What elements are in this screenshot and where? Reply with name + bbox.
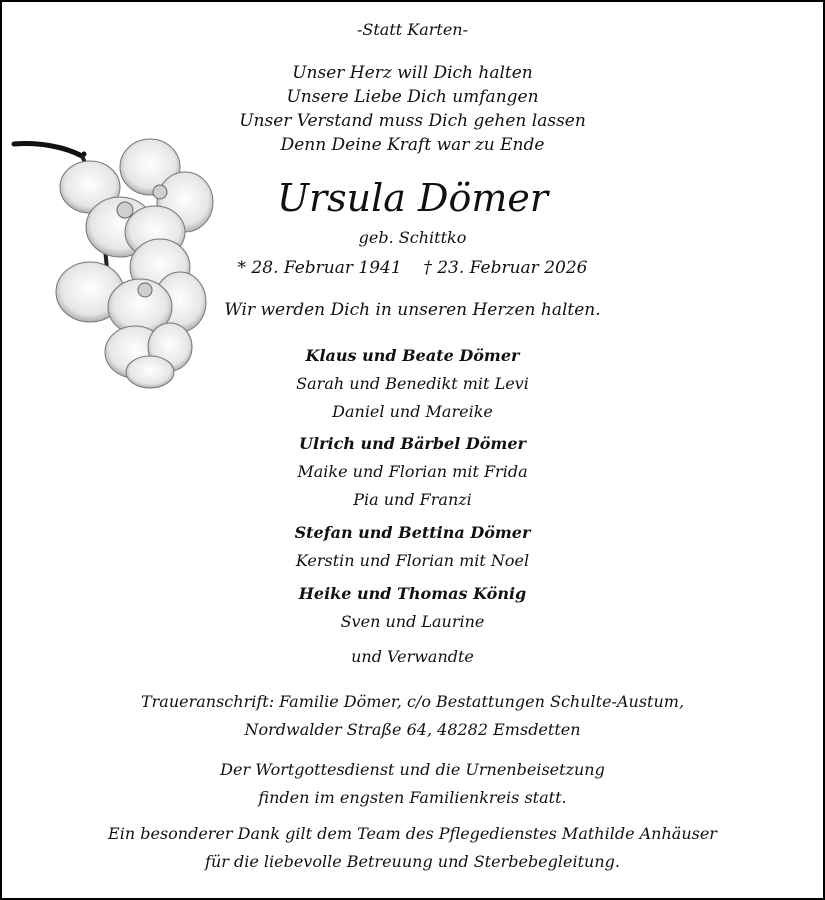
relatives-line: und Verwandte: [351, 647, 474, 666]
service-line-1: Der Wortgottesdienst und die Urnenbeisetzung: [220, 760, 605, 779]
poem-line-1: Unser Herz will Dich halten: [292, 63, 533, 83]
family-member: Sarah und Benedikt mit Levi: [296, 374, 529, 393]
thanks-line-1: Ein besonderer Dank gilt dem Team des Pflegedienstes Mathilde Anhäuser: [108, 824, 717, 843]
statt-karten-header: -Statt Karten-: [356, 20, 469, 39]
closing-line: Wir werden Dich in unseren Herzen halten.: [224, 300, 601, 320]
family-head-2: Ulrich und Bärbel Dömer: [299, 434, 526, 453]
family-head-4: Heike und Thomas König: [298, 584, 527, 603]
family-member: Daniel und Mareike: [332, 402, 493, 421]
poem-line-2: Unsere Liebe Dich umfangen: [286, 87, 539, 107]
poem-line-3: Unser Verstand muss Dich gehen lassen: [239, 111, 586, 131]
deceased-name: Ursula Dömer: [276, 176, 549, 220]
birth-name: geb. Schittko: [358, 228, 467, 247]
family-member: Sven und Laurine: [340, 612, 485, 631]
death-date: † 23. Februar 2026: [423, 258, 588, 278]
family-head-1: Klaus und Beate Dömer: [305, 346, 520, 365]
family-head-3: Stefan und Bettina Dömer: [294, 523, 531, 542]
family-member: Kerstin und Florian mit Noel: [295, 551, 530, 570]
address-line-2: Nordwalder Straße 64, 48282 Emsdetten: [244, 720, 581, 739]
address-line-1: Traueranschrift: Familie Dömer, c/o Bestattungen Schulte-Austum,: [140, 692, 685, 711]
thanks-line-2: für die liebevolle Betreuung und Sterbebegleitung.: [205, 852, 620, 871]
family-member: Pia und Franzi: [353, 490, 472, 509]
service-line-2: finden im engsten Familienkreis statt.: [258, 788, 567, 807]
life-dates: [2, 258, 823, 278]
poem-line-4: Denn Deine Kraft war zu Ende: [280, 135, 545, 155]
birth-date: * 28. Februar 1941: [237, 258, 402, 278]
family-member: Maike und Florian mit Frida: [297, 462, 528, 481]
